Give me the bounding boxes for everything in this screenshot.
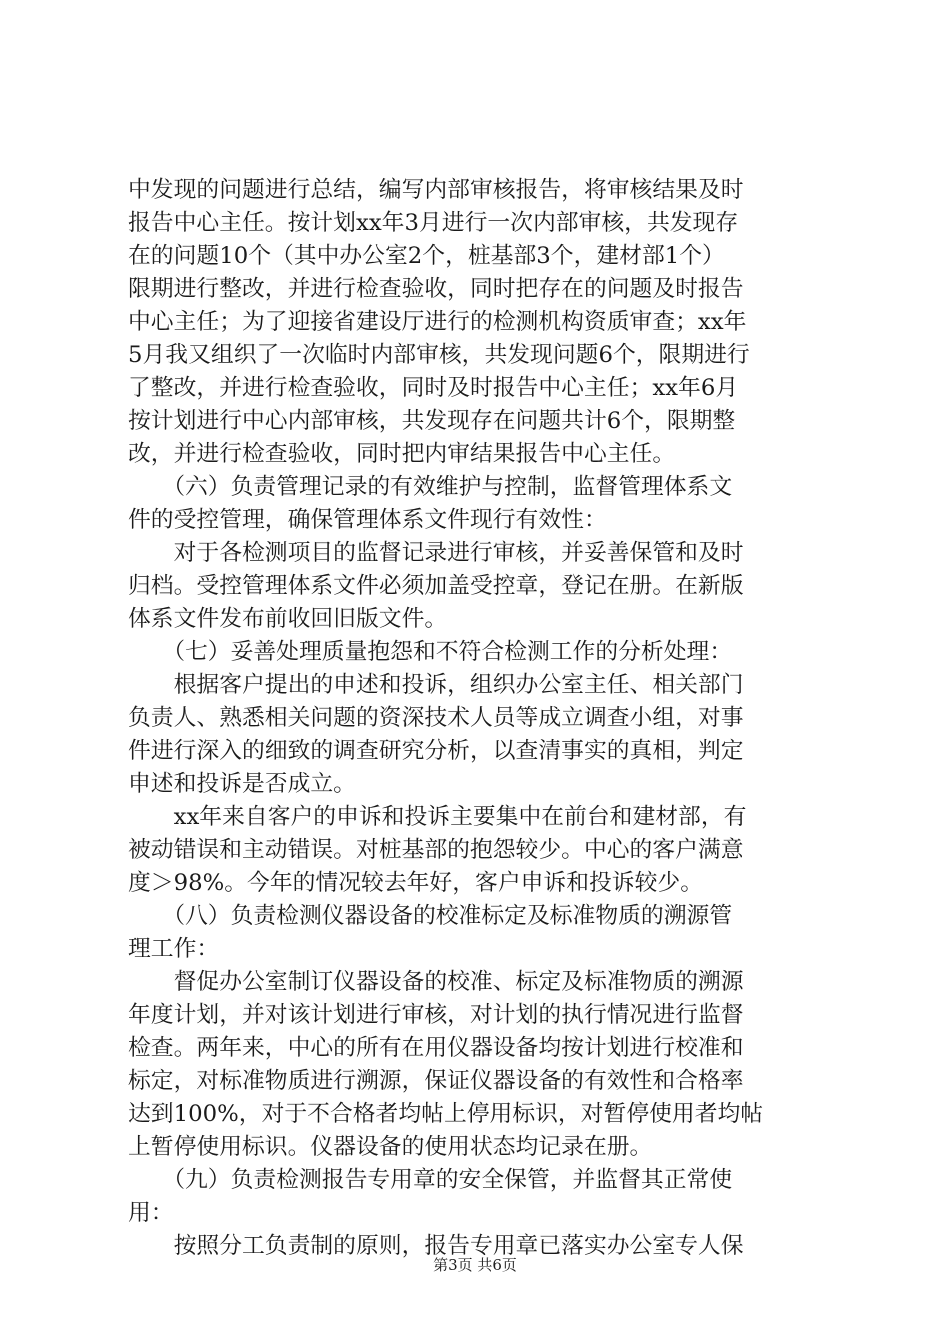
text-line: 改，并进行检查验收，同时把内审结果报告中心主任。 [128,441,676,467]
text-line: 对于各检测项目的监督记录进行审核，并妥善保管和及时 [128,540,744,566]
text-line: 上暂停使用标识。仪器设备的使用状态均记录在册。 [128,1134,653,1160]
text-line: 了整改，并进行检查验收，同时及时报告中心主任；xx年6月 [128,375,739,401]
text-line: 年度计划，并对该计划进行审核，对计划的执行情况进行监督 [128,1002,744,1028]
text-line: 件进行深入的细致的调查研究分析，以查清事实的真相，判定 [128,738,744,764]
text-line: 5月我又组织了一次临时内部审核，共发现问题6个，限期进行 [128,342,750,368]
page-footer: 第3页 共6页 [433,1256,517,1274]
text-line: 用： [128,1200,174,1226]
text-line: （七）妥善处理质量抱怨和不符合检测工作的分析处理： [128,639,733,665]
text-line: 在的问题10个（其中办公室2个，桩基部3个，建材部1个） [128,243,725,269]
text-line: 检查。两年来，中心的所有在用仪器设备均按计划进行校准和 [128,1035,744,1061]
text-line: 按照分工负责制的原则，报告专用章已落实办公室专人保 [128,1233,744,1259]
text-line: 限期进行整改，并进行检查验收，同时把存在的问题及时报告 [128,276,744,302]
text-line: 体系文件发布前收回旧版文件。 [128,606,448,632]
text-line: 报告中心主任。按计划xx年3月进行一次内部审核，共发现存 [128,210,739,236]
text-line: xx年来自客户的申诉和投诉主要集中在前台和建材部，有 [128,804,747,830]
text-line: 标定，对标准物质进行溯源，保证仪器设备的有效性和合格率 [128,1068,744,1094]
text-line: 件的受控管理，确保管理体系文件现行有效性： [128,507,607,533]
text-line: 被动错误和主动错误。对桩基部的抱怨较少。中心的客户满意 [128,837,744,863]
text-line: 中心主任；为了迎接省建设厅进行的检测机构资质审查；xx年 [128,309,747,335]
text-line: 度＞98%。今年的情况较去年好，客户申诉和投诉较少。 [128,870,703,896]
text-line: 中发现的问题进行总结，编写内部审核报告，将审核结果及时 [128,177,744,203]
text-line: 达到100%，对于不合格者均帖上停用标识，对暂停使用者均帖 [128,1101,764,1127]
text-line: 按计划进行中心内部审核，共发现存在问题共计6个，限期整 [128,408,736,434]
text-line: 申述和投诉是否成立。 [128,771,356,797]
text-line: 归档。受控管理体系文件必须加盖受控章，登记在册。在新版 [128,573,744,599]
text-line: 根据客户提出的申述和投诉，组织办公室主任、相关部门 [128,672,744,698]
text-line: （八）负责检测仪器设备的校准标定及标准物质的溯源管 [128,903,733,929]
text-line: 理工作： [128,936,220,962]
text-line: 负责人、熟悉相关问题的资深技术人员等成立调查小组，对事 [128,705,744,731]
text-line: （六）负责管理记录的有效维护与控制，监督管理体系文 [128,474,733,500]
text-line: （九）负责检测报告专用章的安全保管，并监督其正常使 [128,1167,733,1193]
body-text [128,174,828,1263]
text-line: 督促办公室制订仪器设备的校准、标定及标准物质的溯源 [128,969,744,995]
